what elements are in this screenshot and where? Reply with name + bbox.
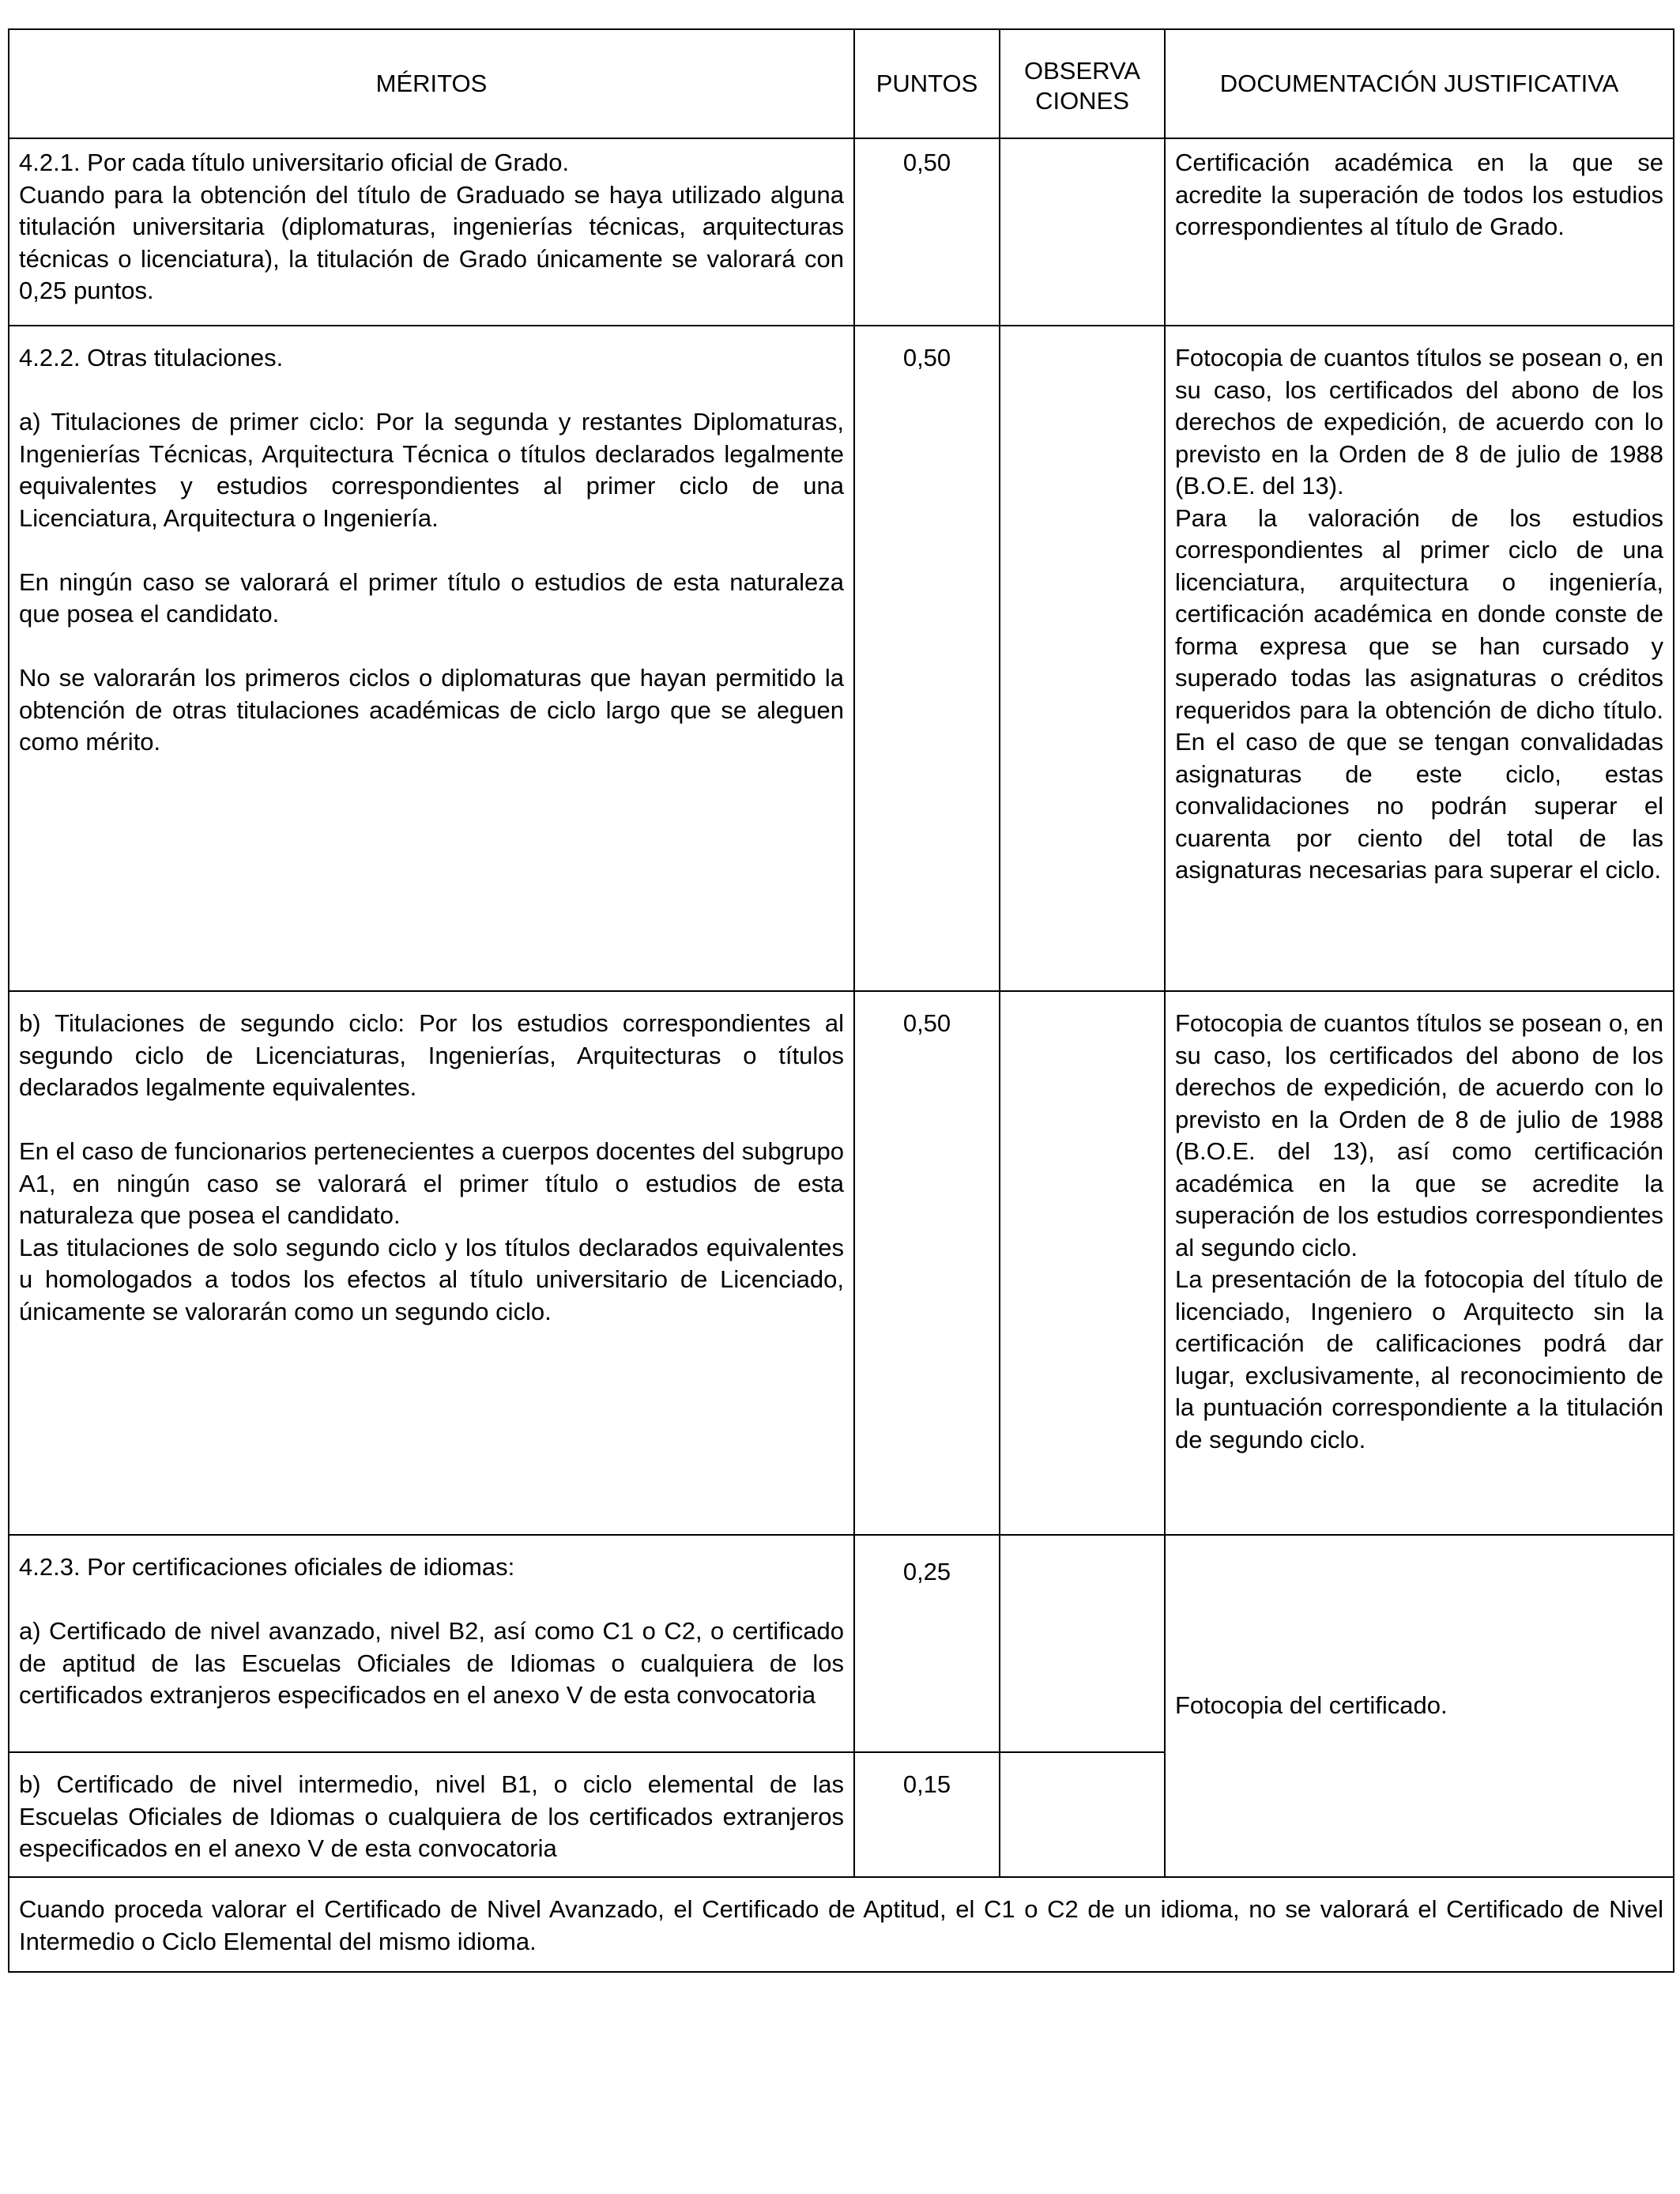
header-documentacion [1165, 29, 1674, 138]
observaciones-cell [1000, 991, 1165, 1535]
documentacion-text: La presentación de la fotocopia del título de licenciado, Ingeniero o Arquitecto sin la certificación de calificaciones podrá dar lugar, exclusivamente, al reconocimiento de la puntuación correspondiente a la titulación de segundo ciclo. [1175, 1265, 1663, 1453]
table-row [9, 1877, 1674, 1972]
merito-text: Cuando para la obtención del título de Graduado se haya utilizado alguna titulación universitaria (diplomaturas, ingenierías técnicas, arquitecturas técnicas o licenciatura), la titulación de Grado únicamente se valorará con 0,25 puntos. [19, 180, 844, 304]
puntos-cell [854, 326, 1000, 991]
merito-title: 4.2.2. Otras titulaciones. [19, 344, 284, 371]
observaciones-cell [1000, 138, 1165, 326]
merito-cell [9, 326, 854, 991]
documentacion-text: Certificación académica en la que se acredite la superación de todos los estudios correspondientes al título de Grado. [1175, 149, 1663, 240]
puntos-value: 0,25 [902, 1558, 951, 1585]
merito-text: a) Titulaciones de primer ciclo: Por la segunda y restantes Diplomaturas, Ingenierías Técnicas, Arquitectura Técnica o títulos declarados legalmente equivalentes y estudios correspondientes al primer ciclo de una Licenciatura, Arquitectura o Ingeniería. [19, 408, 844, 532]
documentacion-text: Fotocopia del certificado. [1175, 1691, 1448, 1720]
merito-text: b) Certificado de nivel intermedio, nivel B1, o ciclo elemental de las Escuelas Oficiales de Idiomas o cualquiera de los certificados extranjeros especificados en el anexo V de esta convocatoria [19, 1770, 844, 1862]
puntos-value: 0,50 [902, 1009, 951, 1037]
observaciones-cell [1000, 326, 1165, 991]
merito-text: En el caso de funcionarios pertenecientes a cuerpos docentes del subgrupo A1, en ningún caso se valorará el primer título o estudios de esta naturaleza que posea el candidato. [19, 1137, 844, 1229]
puntos-value: 0,50 [902, 344, 951, 371]
puntos-cell [854, 1752, 1000, 1877]
puntos-cell [854, 991, 1000, 1535]
merito-cell [9, 991, 854, 1535]
table-row [9, 326, 1674, 991]
documentacion-cell [1165, 991, 1674, 1535]
merito-text: a) Certificado de nivel avanzado, nivel B2, así como C1 o C2, o certificado de aptitud de las Escuelas Oficiales de Idiomas o cualquiera de los certificados extranjeros especificados en el anexo V de esta convocatoria [19, 1617, 844, 1709]
documentacion-text: Para la valoración de los estudios correspondientes al primer ciclo de una licenciatura, arquitectura o ingeniería, certificación académica en donde conste de forma expresa que se han cursado y superado todas las asignaturas o créditos requeridos para la obtención de dicho título. En el caso de que se tengan convalidadas asignaturas de este ciclo, estas convalidaciones no podrán superar el cuarenta por ciento del total de las asignaturas necesarias para superar el ciclo. [1175, 503, 1663, 884]
documentacion-cell [1165, 326, 1674, 991]
puntos-value: 0,15 [902, 1770, 951, 1798]
merito-cell [9, 138, 854, 326]
merito-cell [9, 1752, 854, 1877]
documentacion-text: Fotocopia de cuantos títulos se posean o, en su caso, los certificados del abono de los derechos de expedición, de acuerdo con lo previsto en la Orden de 8 de julio de 1988 (B.O.E. del 13), así como certificación académica en la que se acredite la superación de los estudios correspondientes al segundo ciclo. [1175, 1009, 1663, 1261]
meritos-table [8, 28, 1674, 1973]
footer-note-cell [9, 1877, 1674, 1972]
footer-note: Cuando proceda valorar el Certificado de Nivel Avanzado, el Certificado de Aptitud, el C1 o C2 de un idioma, no se valorará el Certificado de Nivel Intermedio o Ciclo Elemental del mismo idioma. [19, 1895, 1663, 1955]
documentacion-text: Fotocopia de cuantos títulos se posean o, en su caso, los certificados del abono de los derechos de expedición, de acuerdo con lo previsto en la Orden de 8 de julio de 1988 (B.O.E. del 13). [1175, 344, 1663, 499]
observaciones-cell [1000, 1752, 1165, 1877]
table-row [9, 991, 1674, 1535]
merito-text: En ningún caso se valorará el primer título o estudios de esta naturaleza que posea el candidato. [19, 567, 844, 628]
merito-text: b) Titulaciones de segundo ciclo: Por los estudios correspondientes al segundo ciclo de Licenciaturas, Ingenierías, Arquitecturas o títulos declarados legalmente equivalentes. [19, 1009, 844, 1101]
header-puntos-label: PUNTOS [876, 70, 978, 97]
merito-cell [9, 1535, 854, 1752]
header-observaciones-line2: CIONES [1035, 87, 1129, 115]
puntos-value: 0,50 [902, 149, 951, 176]
header-meritos [9, 29, 854, 138]
header-observaciones-line1: OBSERVA [1023, 57, 1141, 85]
table-row [9, 1535, 1674, 1752]
merito-title: 4.2.1. Por cada título universitario oficial de Grado. [19, 149, 570, 176]
merito-title: 4.2.3. Por certificaciones oficiales de idiomas: [19, 1553, 515, 1581]
header-puntos [854, 29, 1000, 138]
header-meritos-label: MÉRITOS [375, 70, 488, 97]
header-observaciones [1000, 29, 1165, 138]
documentacion-cell [1165, 138, 1674, 326]
header-documentacion-label: DOCUMENTACIÓN JUSTIFICATIVA [1219, 70, 1619, 97]
puntos-cell [854, 1535, 1000, 1752]
puntos-cell [854, 138, 1000, 326]
table-row [9, 138, 1674, 326]
documentacion-cell [1165, 1535, 1674, 1877]
table-header-row [9, 29, 1674, 138]
merito-text: Las titulaciones de solo segundo ciclo y los títulos declarados equivalentes u homologados a todos los efectos al título universitario de Licenciado, únicamente se valorarán como un segundo ciclo. [19, 1233, 844, 1325]
observaciones-cell [1000, 1535, 1165, 1752]
merito-text: No se valorarán los primeros ciclos o diplomaturas que hayan permitido la obtención de otras titulaciones académicas de ciclo largo que se aleguen como mérito. [19, 664, 844, 756]
